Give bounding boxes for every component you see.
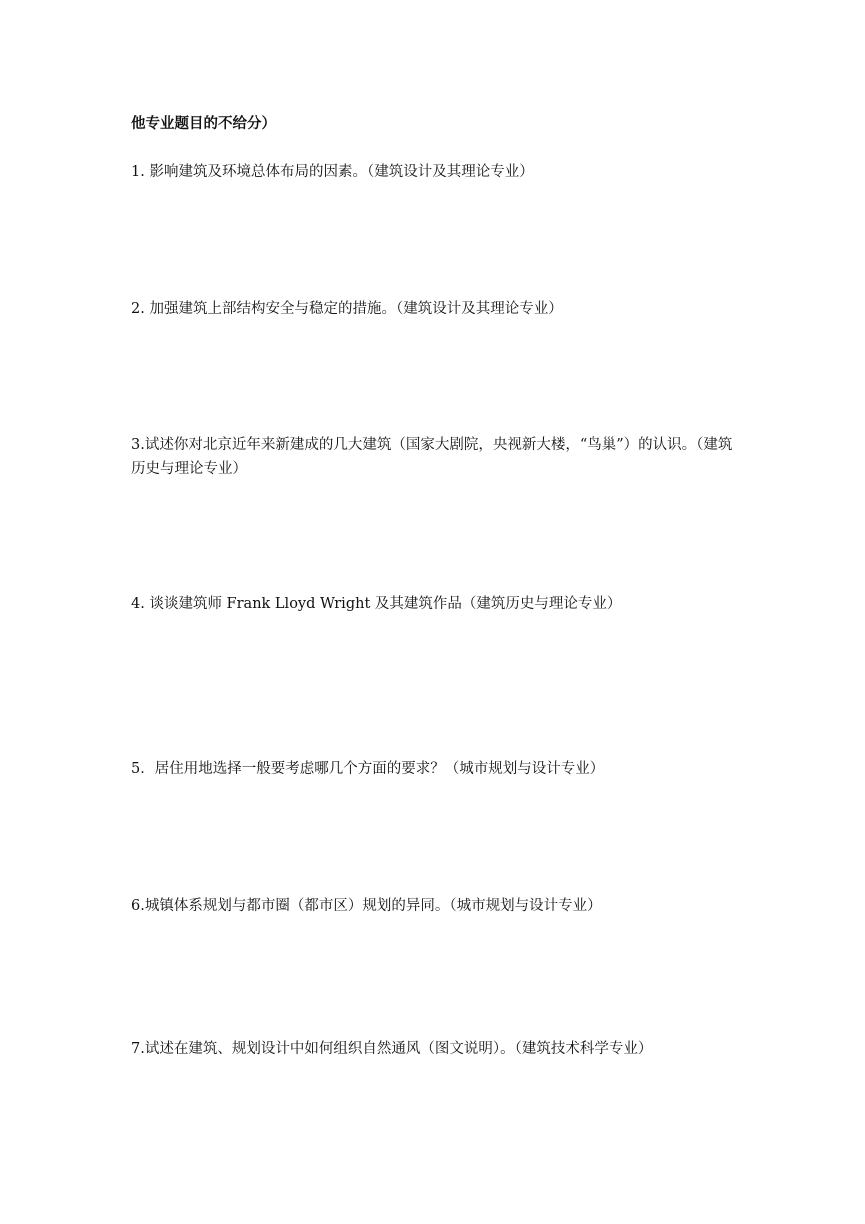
- question-7: 7.试述在建筑、规划设计中如何组织自然通风（图文说明）。（建筑技术科学专业）: [131, 1041, 653, 1057]
- question-3: 3.试述你对北京近年来新建成的几大建筑（国家大剧院，央视新大楼，“鸟巢”）的认识。（建筑历史与理论专业）: [131, 437, 733, 477]
- question-2: 2. 加强建筑上部结构安全与稳定的措施。（建筑设计及其理论专业）: [131, 301, 563, 317]
- question-4: 4. 谈谈建筑师 Frank Lloyd Wright 及其建筑作品（建筑历史与理论专业）: [131, 596, 622, 612]
- question-1: 1. 影响建筑及环境总体布局的因素。（建筑设计及其理论专业）: [131, 164, 534, 180]
- question-6: 6.城镇体系规划与都市圈（都市区）规划的异同。（城市规划与设计专业）: [131, 898, 602, 914]
- section-header-fragment: 他专业题目的不给分）: [131, 116, 276, 132]
- question-5: 5．居住用地选择一般要考虑哪几个方面的要求？（城市规划与设计专业）: [131, 761, 605, 777]
